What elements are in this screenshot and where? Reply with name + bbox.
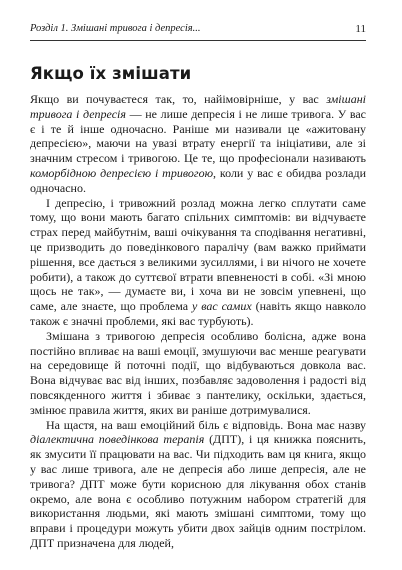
paragraph xyxy=(30,92,366,196)
text-run: , коли у вас є обидва розлади одночасно. xyxy=(30,165,366,195)
text-run: Змішана з тривогою депресія особливо болісна, адже вона постійно впливає на ваші емоції, змушуючи вас менше реагувати на середовище й поточні події, що відбуваються довкола вас. Вона відчуває вас від інших, позбавляє задоволення і радості від повсякденного життя і збиває з пантелику, оскільки, здається, змінює правила життя, яких ви раніше дотримувалися. xyxy=(30,328,366,417)
text-run: І депресію, і тривожний розлад можна легко сплутати саме тому, що вони мають багато спільних симптомів: ви відчуваєте страх перед майбутнім, ваші очікування та сподівання негативні, це призводить до поведінкового паралічу (вам важко приймати рішення, все дається з великими зусиллями, і ви нічого не хочете робити), а також до суттєвої втрати впевненості в собі. «Зі мною щось не так», — думаєте ви, і хоча ви не зовсім упевнені, що саме, але знаєте, що проблема xyxy=(30,195,366,314)
text-run: — не лише депресія і не лише тривога. У вас є і те й інше одночасно. Раніше ми називали це «ажитовану депресією», маючи на увазі втрату енергії та ініціативи, але зі значним стресом і тривогою. Це те, що професіонали називають xyxy=(30,106,366,166)
paragraph xyxy=(30,329,366,418)
emphasis-text: у вас самих xyxy=(192,299,252,314)
chapter-title: Розділ 1. Змішані тривога і депресія... xyxy=(30,23,201,34)
text-run: На щастя, на ваш емоційний біль є відповідь. Вона має назву xyxy=(46,417,366,432)
emphasis-text: діалектична поведінкова терапія xyxy=(30,432,205,447)
section-title: Якщо їх змішати xyxy=(30,64,192,83)
text-run: (ДПТ), і ця книжка пояснить, як змусити її працювати на вас. Чи підходить вам ця книга, якщо у вас лише тривога, але не депресія або лише депресія, але не тривога? ДПТ може бути корисною для лікування обох станів окремо, але вона є особливо потужним набором стратегій для використання людьми, які мають змішані симптоми, тому що вправи і процедури можуть убити двох зайців одним пострілом. ДПТ призначена для людей, xyxy=(30,432,366,550)
emphasis-text: змішані тривога і депресія xyxy=(30,92,366,121)
paragraph xyxy=(30,418,366,551)
emphasis-text: коморбідною депресією і тривогою xyxy=(30,165,214,180)
text-run: (навіть якщо навколо також є значні проблеми, які вас турбують). xyxy=(30,299,367,328)
page-number: 11 xyxy=(355,23,366,35)
body-text xyxy=(30,92,366,551)
running-header xyxy=(30,22,366,41)
paragraph xyxy=(30,196,366,329)
text-run: Якщо ви почуваєтеся так, то, найімовірніше, у вас xyxy=(30,92,327,106)
